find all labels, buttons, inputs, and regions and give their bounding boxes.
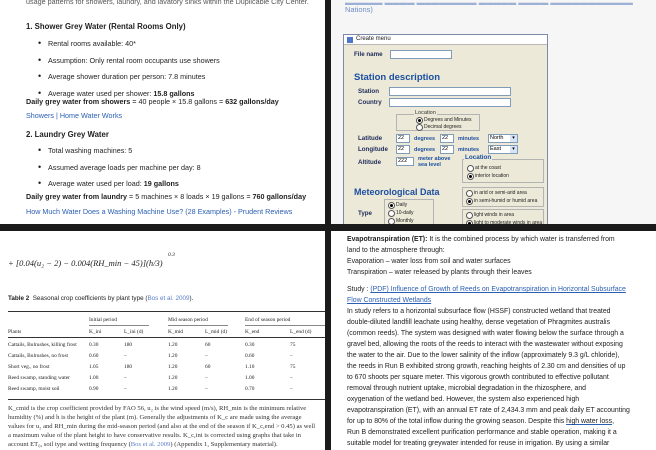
list-item: • Assumption: Only rental room occupants use showers — [38, 56, 220, 73]
cropwat-screenshot-panel — [331, 0, 656, 224]
caption-end: ). — [189, 295, 194, 302]
table-cell: – — [124, 353, 127, 359]
table-cell: 1.00 — [89, 375, 99, 381]
greywater-article-panel — [0, 0, 325, 224]
paragraph-text: account ET₀, soil type and wetting frequency ( — [8, 441, 131, 448]
moderate-winds-radio[interactable]: light to moderate winds in area — [466, 220, 542, 224]
body-line — [347, 418, 614, 425]
truncated-link-line[interactable] — [345, 0, 633, 15]
caption-text: Seasonal crop coefficients by plant type ( — [32, 295, 148, 302]
table-cell: 180 — [124, 342, 133, 348]
body-line: evapotranspiration (ET), with an annual ET rate of 2,434.3 mm and peak daily ET accounting — [347, 407, 630, 414]
col-header-plants: Plants — [8, 329, 22, 335]
country-label: Country — [358, 99, 382, 106]
kc-formula: + [0.04(u₂ − 2) − 0.004(RH_min − 45)](h/3) — [8, 258, 163, 268]
table-cell: – — [124, 386, 127, 392]
minutes-unit: minutes — [458, 147, 480, 153]
col-header-lini: L_ini (d) — [124, 329, 144, 335]
table-cell: – — [290, 375, 293, 381]
select-value: East — [490, 146, 502, 152]
light-winds-radio[interactable]: light winds in area — [466, 212, 514, 218]
file-name-input[interactable] — [390, 50, 452, 59]
total-expression: = 40 people × 15.8 gallons = — [130, 97, 226, 106]
degrees-unit: degrees — [414, 147, 436, 153]
table-cell: 75 — [290, 364, 296, 370]
daily-radio[interactable]: Daily — [388, 202, 407, 208]
laundry-bullet-list — [38, 146, 201, 196]
table-row-label: Short veg., no frost — [8, 364, 50, 370]
table-cell: – — [205, 375, 208, 381]
file-name-label: File name — [354, 51, 383, 58]
body-line: suitable model for treating greywater intended for reuse in irrigation. By using a similar — [347, 440, 610, 447]
group-header-mid: Mid season period — [168, 317, 208, 323]
latitude-label: Latitude — [358, 135, 383, 142]
group-rule — [89, 325, 149, 326]
horizontal-divider — [0, 224, 656, 231]
dialog-title: Create menu — [356, 36, 391, 42]
table-cell: 1.20 — [168, 364, 178, 370]
altitude-input[interactable]: 222 — [396, 157, 414, 166]
station-label: Station — [358, 88, 379, 95]
table-cell: 1.00 — [245, 375, 255, 381]
table-cell: 1.20 — [168, 386, 178, 392]
table-cell: 60 — [205, 364, 211, 370]
body-text: , — [612, 418, 614, 425]
paragraph-line: K_cmid is the crop coefficient provided by FAO 56, u₂ is the wind speed (m/s), RH_min is the minimum relative — [8, 405, 307, 412]
table-header-rule — [8, 337, 325, 338]
station-input[interactable] — [389, 87, 511, 96]
ten-daily-radio[interactable]: 10-daily — [388, 210, 414, 216]
bullet-text: Average water used per load: — [48, 179, 144, 188]
et-definition — [347, 236, 615, 243]
formula-exponent: 0.3 — [168, 252, 175, 258]
paragraph-text: ) (Appendix 1, Supplementary material). — [170, 441, 278, 448]
list-item: • Total washing machines: 5 — [38, 146, 201, 163]
body-line: gravel bed, allowing the roots of the reeds to interact with the wastewater without exposing — [347, 341, 623, 348]
longitude-minutes-input[interactable]: 22 — [440, 145, 454, 154]
table-cell: 0.60 — [89, 353, 99, 359]
table-caption — [8, 295, 193, 302]
body-line: the reeds in Run B exhibited strong growth, reaching heights of 2.30 cm and densities of up — [347, 363, 626, 370]
caption-reference-link[interactable]: Bos et al. 2009 — [147, 295, 190, 302]
shower-bullet-list — [38, 39, 220, 105]
total-value: 760 gallons/day — [252, 192, 307, 201]
total-label: Daily grey water from laundry — [26, 192, 128, 201]
table-cell: 0.30 — [245, 342, 255, 348]
group-header-initial: Initial period — [89, 317, 117, 323]
location-format-legend: Location — [415, 110, 436, 116]
study-link-cont[interactable]: Flow Constructed Wetlands — [347, 297, 432, 304]
truncated-intro-line: usage patterns for showers, laundry, and lavatory sinks within the Duplicable City Center. — [26, 0, 309, 6]
altitude-label: Altitude — [358, 159, 382, 166]
table-cell: – — [290, 353, 293, 359]
altitude-unit: meter above sea level — [418, 156, 451, 168]
total-value: 632 gallons/day — [225, 97, 279, 106]
body-line: oxygenation of the wetland bed. However, the system also experienced high — [347, 396, 580, 403]
table-cell: 1.20 — [168, 375, 178, 381]
et-definition-text: It is the combined process by which water is transferred from — [427, 236, 615, 243]
longitude-degrees-input[interactable]: 22 — [396, 145, 410, 154]
bullet-value: 19 gallons — [143, 179, 179, 188]
create-menu-dialog — [343, 34, 548, 224]
link-text: Nations) — [345, 5, 373, 14]
meteorological-data-heading: Meteorological Data — [354, 187, 440, 197]
et-definition-cont: land to the atmosphere through: — [347, 247, 445, 254]
body-text: for up to 80% of the total inflow during the growing season. Despite this — [347, 418, 567, 425]
total-expression: = 5 machines × 8 loads × 19 gallons = — [127, 192, 253, 201]
body-line: the water to the air. Due to the lower salinity of the inflow (approximately 9.3 g/L chloride), — [347, 352, 620, 359]
body-line: Run B demonstrated excellent purification performance and stable operation, making it a — [347, 429, 617, 436]
laundry-total — [26, 192, 306, 201]
table-cell: 180 — [124, 364, 133, 370]
latitude-hemisphere-select[interactable] — [488, 134, 518, 143]
list-item: • Average shower duration per person: 7.8 minutes — [38, 72, 220, 89]
chevron-down-icon: ▾ — [510, 146, 517, 153]
transpiration-line: Transpiration – water released by plants through their leaves — [347, 269, 532, 276]
select-value: North — [490, 135, 504, 141]
bullet-text: Average water used per shower: — [48, 88, 154, 98]
paragraph-line: values for u₂ and RH_min during the mid-season period (and also at the end of the season if K_c,end > 0.45) as well — [8, 423, 316, 430]
table-cell: 0.90 — [89, 386, 99, 392]
table-row-label: Cattails, Bulrushes, no frost — [8, 353, 69, 359]
shower-source-link[interactable]: Showers | Home Water Works — [26, 111, 123, 120]
table-top-rule — [8, 311, 325, 312]
table-bottom-rule — [8, 399, 325, 400]
crop-coefficient-paper-panel — [0, 231, 325, 450]
latitude-minutes-input[interactable]: 22 — [440, 134, 454, 143]
list-item: • Assumed average loads per machine per day: 8 — [38, 163, 201, 180]
station-description-heading: Station description — [354, 72, 441, 83]
study-line — [347, 286, 626, 293]
body-line: (common reeds). The system was designed with water flowing below the surface through a — [347, 330, 624, 337]
app-icon — [347, 37, 353, 43]
table-cell: – — [124, 375, 127, 381]
chevron-down-icon: ▾ — [510, 135, 517, 142]
col-header-lend: L_end (d) — [290, 329, 312, 335]
table-cell: – — [205, 353, 208, 359]
col-header-kini: K_ini — [89, 329, 102, 335]
paragraph-reference-link[interactable]: Bos et al. 2009 — [130, 441, 171, 448]
country-input[interactable] — [389, 98, 511, 107]
table-cell: – — [290, 386, 293, 392]
shower-total — [26, 97, 279, 106]
bullet-value: 15.8 gallons — [153, 88, 195, 98]
table-cell: 60 — [205, 342, 211, 348]
highlighted-phrase: high water loss — [566, 418, 613, 425]
table-cell: 1.20 — [168, 342, 178, 348]
table-cell: – — [205, 386, 208, 392]
paragraph-line: humidity (%) and h is the height of the plant (m). Generally the adjustments of K_c are made using the average — [8, 414, 302, 421]
longitude-label: Longitude — [358, 146, 388, 153]
body-line: In study refers to a horizontal subsurface flow (HSSF) constructed wetland that treated — [347, 308, 611, 315]
caption-label: Table 2 — [8, 295, 30, 302]
laundry-heading: 2. Laundry Grey Water — [26, 130, 109, 139]
humid-area-radio[interactable]: in semi-humid or humid area — [466, 198, 537, 204]
table-cell: 75 — [290, 342, 296, 348]
group-header-end: End of season period — [245, 317, 291, 323]
list-item: • Rental rooms available: 40* — [38, 39, 220, 56]
et-term: Evapotranspiration (ET): — [347, 236, 428, 243]
evapotranspiration-study-panel — [331, 231, 656, 450]
paragraph-line: a maximum value of the plant height to have conservative results. K_c,ini is corrected using graphs that take in — [8, 432, 301, 439]
monthly-radio[interactable]: Monthly — [388, 218, 414, 224]
latitude-degrees-input[interactable]: 22 — [396, 134, 410, 143]
study-label: Study : — [347, 286, 371, 293]
at-coast-radio[interactable]: at the coast — [467, 165, 501, 171]
table-cell: 0.30 — [89, 342, 99, 348]
col-header-kend: K_end — [245, 329, 260, 335]
table-row-label: Reed swamp, standing water — [8, 375, 70, 381]
group-rule — [168, 325, 228, 326]
interior-location-radio[interactable]: interior location — [467, 173, 509, 179]
arid-area-radio[interactable]: in arid or semi-arid area — [466, 190, 527, 196]
cut-text-fragment: ▬▬▬▬▬ ▬▬▬▬ ▬▬▬▬▬▬▬▬ ▬▬▬▬▬ ▬▬▬▬ ▬▬▬▬▬▬▬▬▬▬▬ — [345, 0, 633, 5]
body-line: double-diluted landfill leachate using healthy, dense vegetation of Phragmites australis — [347, 319, 611, 326]
table-row-label: Reed swamp, moist soil — [8, 386, 60, 392]
group-rule — [245, 325, 325, 326]
decimal-degrees-radio[interactable]: Decimal degrees — [416, 124, 462, 130]
col-header-lmid: L_mid (d) — [205, 329, 228, 335]
coast-location-heading: Location — [465, 154, 492, 161]
dialog-titlebar — [344, 35, 547, 45]
degrees-minutes-radio[interactable]: Degrees and Minutes — [416, 117, 472, 123]
shower-heading: 1. Shower Grey Water (Rental Rooms Only) — [26, 22, 186, 31]
paragraph-line — [8, 441, 278, 448]
table-row-label: Cattails, Bulrushes, killing frost — [8, 342, 77, 348]
table-cell: 0.70 — [245, 386, 255, 392]
degrees-unit: degrees — [414, 136, 436, 142]
body-line: removal through nutrient uptake, microbial degradation in the rhizosphere, and — [347, 385, 587, 392]
total-label: Daily grey water from showers — [26, 97, 131, 106]
table-cell: 1.20 — [168, 353, 178, 359]
study-link[interactable]: (PDF) Influence of Growth of Reeds on Evapotranspiration in Horizontal Subsurface — [370, 286, 626, 293]
evaporation-line: Evaporation – water loss from soil and water surfaces — [347, 258, 511, 265]
table-cell: 0.60 — [245, 353, 255, 359]
laundry-source-link[interactable]: How Much Water Does a Washing Machine Use? (28 Examples) - Prudent Reviews — [26, 207, 293, 216]
table-cell: 1.05 — [89, 364, 99, 370]
type-label: Type — [358, 210, 372, 217]
coast-location-group — [462, 159, 544, 183]
col-header-kmid: K_mid — [168, 329, 183, 335]
longitude-hemisphere-select[interactable] — [488, 145, 518, 154]
body-line: to 670 shoots per square meter. This vigorous growth contributed to effective pollutant — [347, 374, 609, 381]
minutes-unit: minutes — [458, 136, 480, 142]
table-cell: 1.10 — [245, 364, 255, 370]
